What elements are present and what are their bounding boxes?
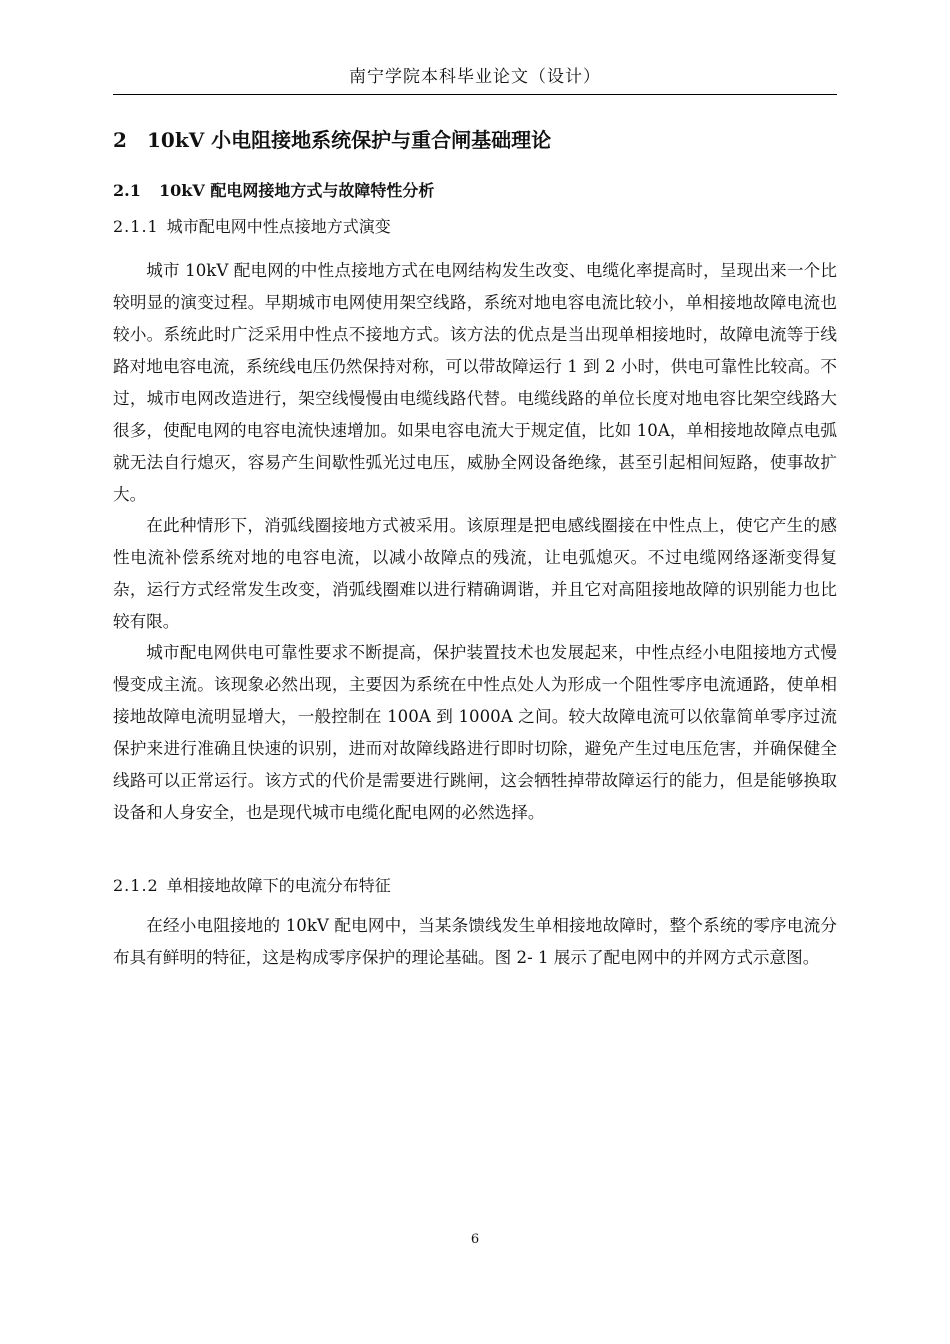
chapter-heading	[113, 124, 837, 153]
subsection-number: 2.1.2	[113, 876, 159, 895]
chapter-title: 10kV 小电阻接地系统保护与重合闸基础理论	[147, 128, 552, 152]
subsection-title: 城市配电网中性点接地方式演变	[166, 217, 391, 236]
subsection-title: 单相接地故障下的电流分布特征	[166, 876, 391, 895]
body-paragraph: 在经小电阻接地的 10kV 配电网中，当某条馈线发生单相接地故障时，整个系统的零序电流分布具有鲜明的特征，这是构成零序保护的理论基础。图 2- 1 展示了配电网中的并网方式示意图。	[113, 916, 837, 967]
chapter-number: 2	[113, 128, 127, 152]
page-number: 6	[470, 1232, 480, 1247]
body-paragraph: 城市 10kV 配电网的中性点接地方式在电网结构发生改变、电缆化率提高时，呈现出来一个比较明显的演变过程。早期城市电网使用架空线路，系统对地电容电流比较小，单相接地故障电流也较小。系统此时广泛采用中性点不接地方式。该方法的优点是当出现单相接地时，故障电流等于线路对地电容电流，系统线电压仍然保持对称，可以带故障运行 1 到 2 小时，供电可靠性比较高。不过，城市电网改造进行，架空线慢慢由电缆线路代替。电缆线路的单位长度对地电容比架空线路大很多，使配电网的电容电流快速增加。如果电容电流大于规定值，比如 10A，单相接地故障点电弧就无法自行熄灭，容易产生间歇性弧光过电压，威胁全网设备绝缘，甚至引起相间短路，使事故扩大。	[113, 261, 837, 504]
header-rule	[113, 94, 837, 95]
body-paragraph: 城市配电网供电可靠性要求不断提高，保护装置技术也发展起来，中性点经小电阻接地方式慢慢变成主流。该现象必然出现，主要因为系统在中性点处人为形成一个阻性零序电流通路，使单相接地故障电流明显增大，一般控制在 100A 到 1000A 之间。较大故障电流可以依靠简单零序过流保护来进行准确且快速的识别，进而对故障线路进行即时切除，避免产生过电压危害，并确保健全线路可以正常运行。该方式的代价是需要进行跳闸，这会牺牲掉带故障运行的能力，但是能够换取设备和人身安全，也是现代城市电缆化配电网的必然选择。	[113, 643, 837, 822]
body-paragraph: 在此种情形下，消弧线圈接地方式被采用。该原理是把电感线圈接在中性点上，使它产生的感性电流补偿系统对地的电容电流，以减小故障点的残流，让电弧熄灭。不过电缆网络逐渐变得复杂，运行方式经常发生改变，消弧线圈难以进行精确调谐，并且它对高阻接地故障的识别能力也比较有限。	[113, 516, 837, 631]
section-number: 2.1	[113, 181, 141, 200]
section-title: 10kV 配电网接地方式与故障特性分析	[159, 181, 435, 200]
subsection-heading	[113, 214, 837, 237]
running-header: 南宁学院本科毕业论文（设计）	[349, 67, 601, 87]
subsection-heading	[113, 873, 837, 896]
section-heading	[113, 178, 837, 201]
subsection-number: 2.1.1	[113, 217, 159, 236]
